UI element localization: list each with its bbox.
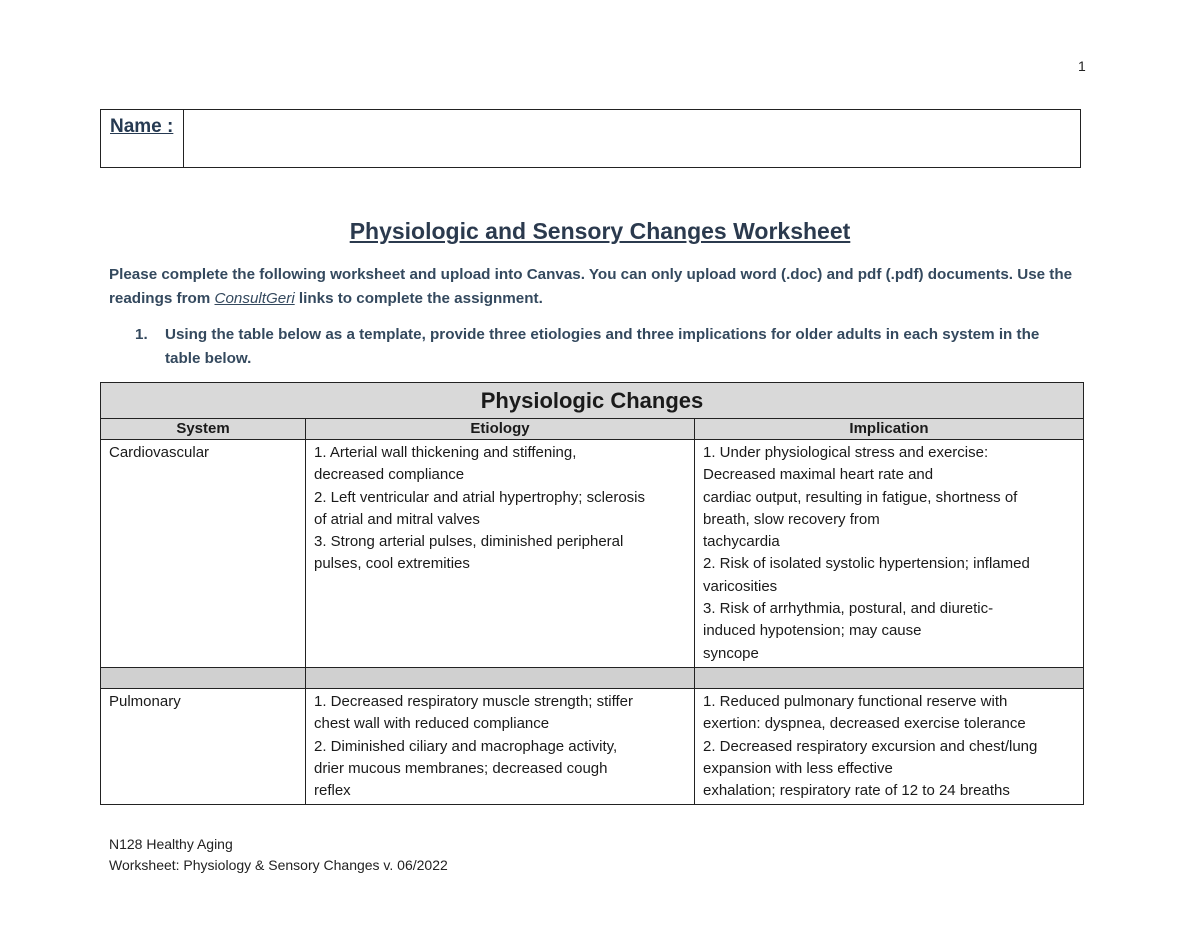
page-number: 1 [1078,58,1086,74]
column-header-system: System [101,419,306,440]
etiology-cell[interactable] [306,688,695,804]
etiology-line: pulses, cool extremities [314,555,470,573]
implication-line: expansion with less effective [703,759,893,777]
worksheet-title: Physiologic and Sensory Changes Worksheet [349,218,851,244]
instructions-text-after: links to complete the assignment. [294,290,543,307]
implication-line: varicosities [703,577,778,595]
implication-line: tachycardia [703,533,780,551]
implication-line: breath, slow recovery from [703,510,880,528]
separator-cell [695,667,1084,688]
physiologic-changes-table [100,382,1084,805]
etiology-line: 1. Decreased respiratory muscle strength; stiffer [314,692,634,710]
etiology-cell[interactable] [306,440,695,668]
implication-line: exhalation; respiratory rate of 12 to 24 breaths [703,782,1010,800]
separator-cell [306,667,695,688]
table-title: Physiologic Changes [101,383,1084,419]
implication-line: cardiac output, resulting in fatigue, shortness of [703,488,1018,506]
implication-line: syncope [703,644,759,662]
list-item-text: Using the table below as a template, provide three etiologies and three implications for older adults in each system in the table below. [165,326,1040,367]
etiology-line: 1. Arterial wall thickening and stiffening, [314,444,577,461]
separator-cell [101,667,306,688]
implication-line: Decreased maximal heart rate and [703,466,934,484]
footer-version: Worksheet: Physiology & Sensory Changes v. 06/2022 [109,857,448,873]
etiology-line: decreased compliance [314,466,465,484]
footer-course: N128 Healthy Aging [109,836,233,852]
list-item [135,323,1075,371]
name-label: Name : [101,110,184,167]
list-item-number: 1. [135,326,148,343]
etiology-line: chest wall with reduced compliance [314,715,550,733]
etiology-line: 2. Diminished ciliary and macrophage activity, [314,737,618,755]
implication-cell[interactable] [695,440,1084,668]
implication-line: 1. Reduced pulmonary functional reserve with [703,692,1008,710]
system-cell: Pulmonary [101,688,306,804]
etiology-line: of atrial and mitral valves [314,510,480,528]
etiology-line: 3. Strong arterial pulses, diminished peripheral [314,533,624,551]
name-field-box [100,109,1081,168]
etiology-line: 2. Left ventricular and atrial hypertrophy; sclerosis [314,488,645,506]
consultgeri-link[interactable]: ConsultGeri [214,290,295,307]
implication-line: induced hypotension; may cause [703,622,922,640]
implication-line: 2. Risk of isolated systolic hypertension; inflamed [703,555,1030,573]
column-header-implication: Implication [695,419,1084,440]
implication-line: 1. Under physiological stress and exercise: [703,444,989,461]
implication-line: 3. Risk of arrhythmia, postural, and diuretic- [703,600,994,618]
page-footer [109,834,448,876]
etiology-line: drier mucous membranes; decreased cough [314,759,608,777]
etiology-line: reflex [314,782,351,800]
system-cell: Cardiovascular [101,440,306,668]
name-input-area[interactable] [184,110,1080,167]
instructions-paragraph [109,263,1099,311]
column-header-etiology: Etiology [306,419,695,440]
table-separator-row [101,667,1084,688]
implication-line: exertion: dyspnea, decreased exercise tolerance [703,715,1026,733]
implication-line: 2. Decreased respiratory excursion and chest/lung [703,737,1038,755]
table-row [101,440,1084,668]
table-row [101,688,1084,804]
implication-cell[interactable] [695,688,1084,804]
instructions-text-before: Please complete the following worksheet and upload into Canvas. You can only upload word (.doc) and pdf (.pdf) documents. Use the readings from [109,266,1073,307]
